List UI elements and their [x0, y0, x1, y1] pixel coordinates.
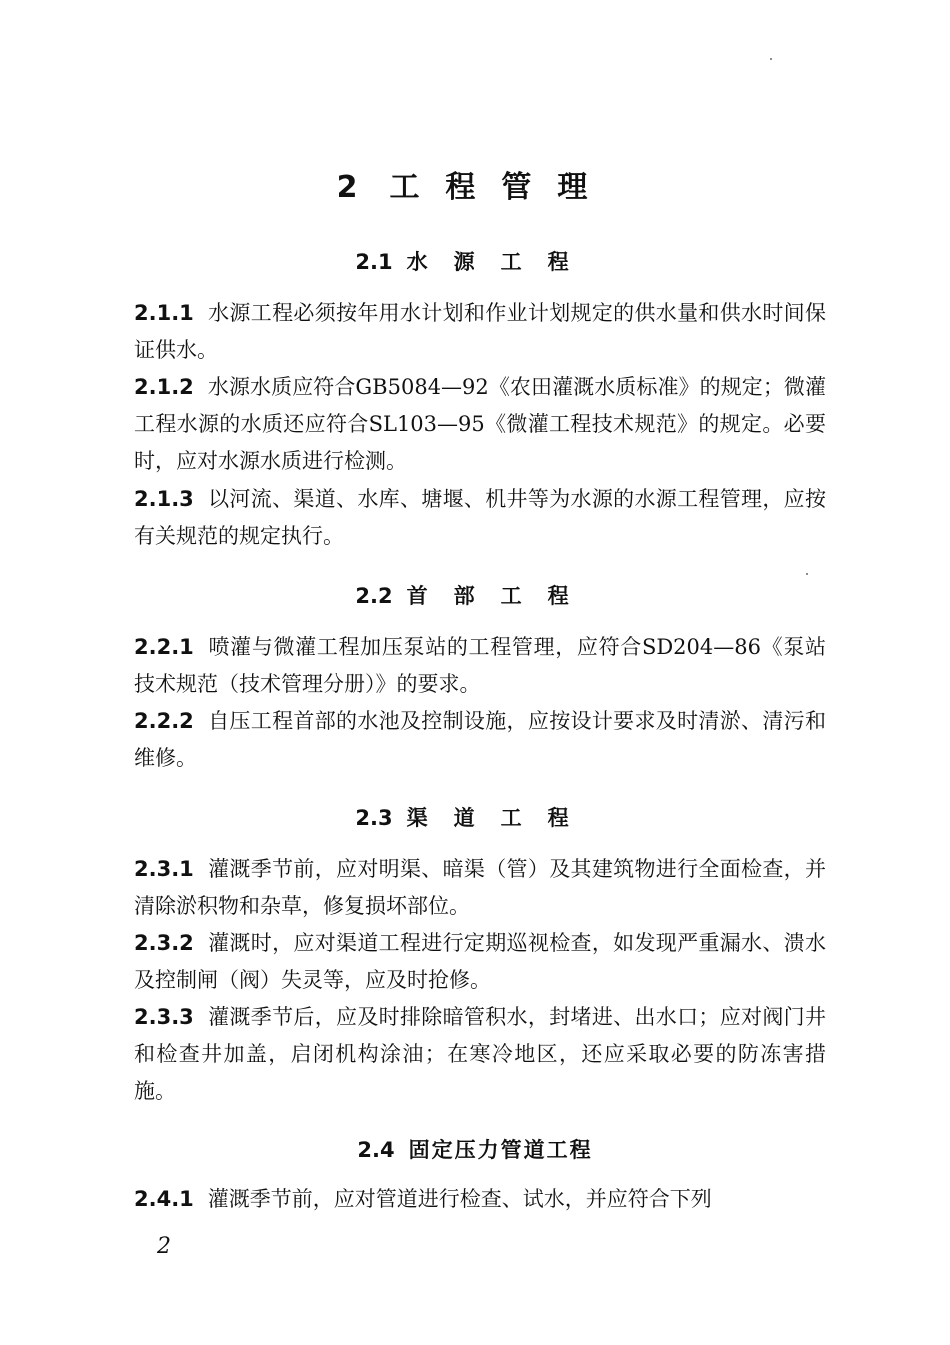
section-heading — [0, 802, 950, 832]
clause — [134, 851, 826, 925]
clause-number: 2.1.3 — [134, 487, 194, 511]
clause — [134, 925, 826, 999]
section-name: 固定压力管道工程 — [408, 1138, 593, 1162]
clause-number: 2.3.1 — [134, 857, 194, 881]
section-heading — [0, 1134, 950, 1164]
clause-number: 2.2.1 — [134, 635, 194, 659]
clause — [134, 295, 826, 369]
clause — [134, 481, 826, 555]
section-number: 2.3 — [355, 806, 393, 830]
clause-text: 灌溉季节后，应及时排除暗管积水，封堵进、出水口；应对阀门井和检查井加盖，启闭机构涂油；在寒冷地区，还应采取必要的防冻害措施。 — [134, 1005, 826, 1103]
page-number: 2 — [157, 1234, 171, 1259]
scan-speck — [770, 58, 772, 60]
section-number: 2.4 — [357, 1138, 395, 1162]
clause-number: 2.1.2 — [134, 375, 194, 399]
chapter-title — [0, 162, 950, 206]
clause — [134, 369, 826, 480]
clause — [134, 629, 826, 703]
clause-number: 2.3.2 — [134, 931, 194, 955]
clause-number: 2.1.1 — [134, 301, 194, 325]
section-name: 水源工程 — [406, 250, 595, 274]
clause — [134, 999, 826, 1110]
section-name: 首部工程 — [406, 584, 595, 608]
section-heading — [0, 580, 950, 610]
clause-text: 以河流、渠道、水库、塘堰、机井等为水源的水源工程管理，应按有关规范的规定执行。 — [134, 487, 826, 548]
clause-number: 2.3.3 — [134, 1005, 194, 1029]
clause-text: 灌溉季节前，应对管道进行检查、试水，并应符合下列 — [207, 1187, 712, 1211]
chapter-name: 工程管理 — [389, 170, 614, 205]
clause-text: 水源水质应符合GB5084—92《农田灌溉水质标准》的规定；微灌工程水源的水质还应符合SL103—95《微灌工程技术规范》的规定。必要时，应对水源水质进行检测。 — [134, 375, 826, 473]
clause-text: 水源工程必须按年用水计划和作业计划规定的供水量和供水时间保证供水。 — [134, 301, 826, 362]
clause-text: 自压工程首部的水池及控制设施，应按设计要求及时清淤、清污和维修。 — [134, 709, 826, 770]
clause-text: 灌溉时，应对渠道工程进行定期巡视检查，如发现严重漏水、溃水及控制闸（阀）失灵等，应及时抢修。 — [134, 931, 826, 992]
clause-number: 2.4.1 — [134, 1187, 194, 1211]
section-number: 2.1 — [355, 250, 393, 274]
clause — [134, 703, 826, 777]
section-heading — [0, 246, 950, 276]
scan-speck — [806, 573, 808, 575]
chapter-number: 2 — [336, 170, 360, 205]
clause-text: 喷灌与微灌工程加压泵站的工程管理，应符合SD204—86《泵站技术规范（技术管理分册）》的要求。 — [134, 635, 826, 696]
section-name: 渠道工程 — [406, 806, 595, 830]
clause — [134, 1181, 826, 1218]
clause-number: 2.2.2 — [134, 709, 194, 733]
clause-text: 灌溉季节前，应对明渠、暗渠（管）及其建筑物进行全面检查，并清除淤积物和杂草，修复损坏部位。 — [134, 857, 826, 918]
section-number: 2.2 — [355, 584, 393, 608]
